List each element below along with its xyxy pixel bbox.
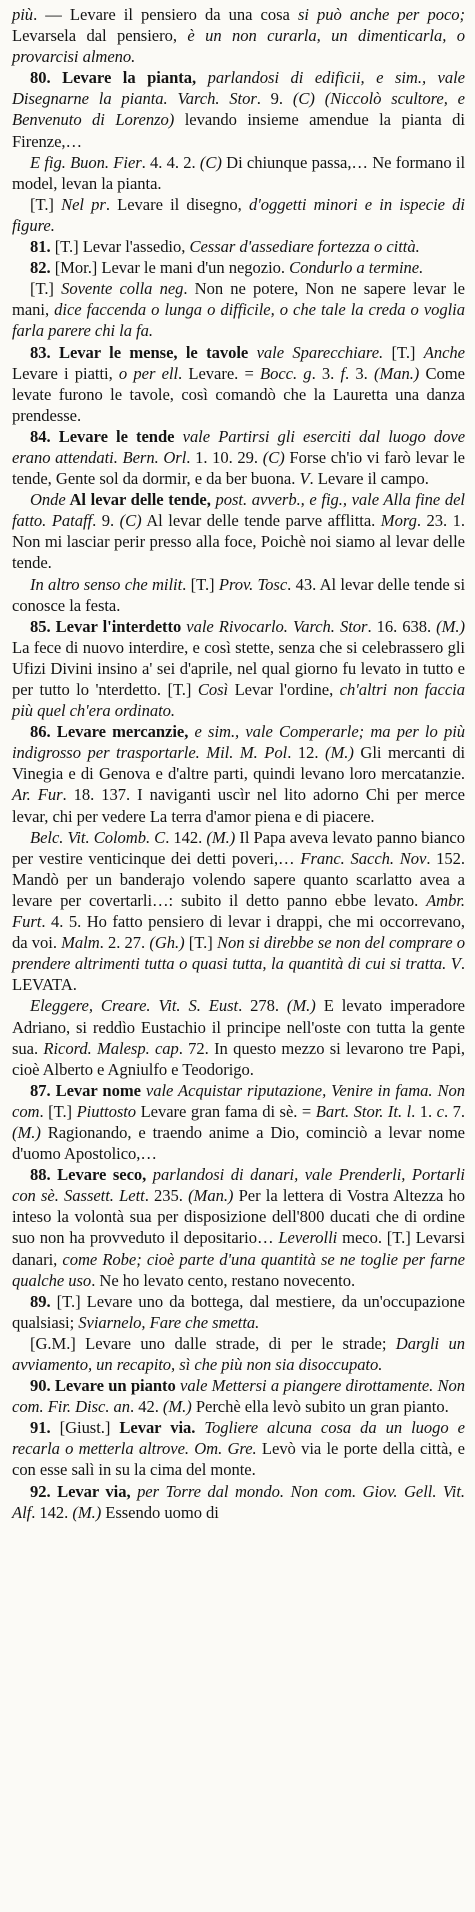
body-text: Forse ch'io vi farò levar le tende, Gente sol da dormir, e da ber buona. [12,447,465,489]
italic-text: Sovente colla neg [61,279,184,299]
italic-text: d'oggetti minori e in ispecie di figure. [12,194,465,235]
body-text: Levare gran fama di sè. = [136,1101,316,1121]
entry-paragraph-p84 [12,426,465,489]
body-text: [T.] [184,933,217,953]
italic-text: Leverolli [278,1228,338,1248]
italic-text: per Torre dal mondo. Non com. Giov. Gell. Vit. Alf [12,1481,465,1522]
body-text: La fece di nuovo interdire, e così stette, senza che si celebrassero gli Ufizi Divini insino a' sei d'aprile, nel qual giorno fu levato in tutto e per tutto lo 'nterdetto. [T.] [12,637,465,699]
body-text: . 1. 10. 29. [186,447,263,467]
headword: 86. Levare mercanzie, [30,722,195,742]
italic-text: ch'altri non faccia più quel ch'era ordinato. [12,680,465,721]
body-text: . 7. [444,1101,465,1121]
italic-text: c [436,1101,444,1121]
italic-text: In altro senso che milit [30,574,183,594]
italic-text: come Robe; cioè parte d'una quantità se ne toglie per farne qualche uso [12,1249,465,1290]
body-text: . [T.] [182,574,219,594]
italic-text: Non si direbbe se non del comprare o prendere altrimenti tutta o quasi tutta, la quantità di cui si tratta. V [12,933,465,974]
italic-text: dice faccenda o lunga o difficile, o che tale la creda o voglia farla parere chi la fa. [12,300,465,341]
entry-paragraph-p88 [12,1164,465,1291]
headword: 91. [30,1418,60,1438]
body-text: Essendo uomo di [101,1502,219,1522]
italic-text: Anche [423,342,465,362]
italic-text: Eleggere, Creare. Vit. S. Eust [30,996,239,1016]
body-text: [T.] [30,194,62,214]
italic-text: (M.) [206,827,236,847]
italic-text: Nel pr [61,194,106,214]
italic-text: (Gh.) [149,933,185,953]
entry-paragraph-p91 [12,1417,465,1480]
italic-text: vale Mettersi a piangere dirottamente. Non com. Fir. Disc. an [12,1376,465,1417]
italic-text: Ricord. Malesp. cap [43,1038,179,1058]
entry-paragraph-p84b [12,489,465,573]
body-text: . 12. [287,743,325,763]
body-text: . 18. 137. I naviganti uscìr nel lito adorno Chi per merce levar, chi per vedere La terra d'amor piena e di piacere. [12,785,465,826]
body-text: . 3. [345,363,374,383]
body-text: . 23. 1. Non mi lasciar perir presso alla foce, Poichè noi siamo al levar delle tende. [12,511,465,573]
entry-paragraph-p80b [12,152,465,194]
italic-text: Morg [380,511,417,531]
body-text: [G.M.] Levare uno dalle strade, di per le strade; [30,1333,396,1353]
entry-paragraph-p0 [12,4,465,67]
body-text: . 4. 5. Ho fatto pensiero di levar i drappi, che mi occorrevano, da voi. [12,912,465,953]
body-text: . 42. [130,1397,163,1417]
italic-text: (Man.) [188,1186,234,1206]
headword: 85. Levar l'interdetto [30,616,187,636]
italic-text: vale Partirsi gli eserciti dal luogo dove erano attendati. Bern. Orl [12,426,466,467]
italic-text: Malm [61,933,100,953]
entry-paragraph-p86c [12,995,465,1079]
italic-text: (M.) [12,1122,41,1142]
body-text: . 1. [411,1101,437,1121]
body-text: . 278. [238,996,287,1016]
body-text: . 2. 27. [99,933,150,953]
italic-text: si può anche per poco; [297,5,465,24]
italic-text: (M.) [162,1397,192,1417]
italic-text: Bart. Stor. It. l [315,1101,412,1121]
body-text: [T.] Levare uno da bottega, dal mestiere, da un'occupazione qualsiasi; [12,1291,465,1332]
italic-text: f [340,363,346,383]
italic-text: Franc. Sacch. Nov [300,848,427,868]
body-text: . 9. [92,511,120,531]
italic-text: (M.) [72,1502,102,1522]
italic-text: Ar. Fur [12,785,63,805]
body-text: levando insieme amendue la pianta di Firenze,… [12,110,465,151]
body-text: Perchè ella levò subito un gran pianto. [191,1397,449,1417]
body-text: [Mor.] Levar le mani d'un negozio. [54,258,290,278]
italic-text: e sim., vale Comperarle; ma per lo più indigrosso per trasportarle. Mil. M. Pol [12,722,465,763]
italic-text: vale Rivocarlo. Varch. Stor [186,616,368,636]
headword: 82. [30,258,55,278]
body-text: Gli mercanti di Vinegia e di Genova e d'altre parti, quindi levano loro mercatanzie. [12,743,465,784]
italic-text: V [299,469,310,489]
italic-text: Dargli un avviamento, un recapito, sì che più non sia disoccupato. [12,1333,466,1374]
headword: 92. Levar via, [30,1481,138,1501]
headword: 90. Levare un pianto [30,1376,180,1396]
body-text: . 142. [31,1502,73,1522]
italic-text: o per ell [118,363,179,383]
entry-paragraph-p80c [12,194,465,236]
italic-text: parlandosi di edificii, e sim., vale Disegnarne la pianta. Varch. Stor [12,68,465,109]
body-text: . Levare il disegno, [105,194,249,214]
italic-text: Ambr. Furt [12,890,465,932]
headword: 88. Levare seco, [30,1165,153,1185]
italic-text: più [12,5,34,24]
entry-paragraph-p87 [12,1080,465,1164]
body-text: . 4. 4. 2. [141,152,200,172]
body-text: . Ne ho levato cento, restano novecento. [91,1270,356,1290]
italic-text: vale Sparecchiare. [256,342,384,362]
italic-text: (Man.) [373,363,420,383]
italic-text: Condurlo a termine. [289,258,424,278]
entry-paragraph-p86 [12,721,465,826]
italic-text: Belc. Vit. Colomb. C [30,827,166,847]
body-text: Per la lettera di Vostra Altezza ho inteso la volontà sua per disposizione dell'800 ducati che di ordine suo non ha provveduto il depositario… [12,1186,465,1248]
italic-text: Cessar d'assediare fortezza o città. [189,237,420,257]
body-text: . Levare il campo. [309,469,429,489]
entry-paragraph-p82 [12,257,465,278]
italic-text: (M.) [436,616,465,636]
body-text: . 142. [165,827,207,847]
italic-text: Prov. Tosc [218,574,288,594]
body-text: . 72. In questo mezzo si levarono tre Papi, cioè Alberto e Agniulfo e Teodorigo. [12,1038,466,1079]
body-text: meco. [T.] Levarsi danari, [12,1228,465,1269]
headword: 87. Levar nome [30,1080,146,1100]
headword: 80. Levare la pianta, [30,68,208,88]
body-text: E levato imperadore Adriano, si reddìo Eustachio il principe nell'oste con tutta la gente sua. [12,996,465,1058]
body-text: [T.] [30,279,62,299]
italic-text: E fig. Buon. Fier [30,152,142,172]
body-text: . — Levare il pensiero da una cosa [33,5,298,24]
body-text: . 43. Al levar delle tende si conosce la festa. [12,574,466,615]
entry-paragraph-p90 [12,1375,465,1417]
headword: Levar via. [119,1418,205,1438]
body-text: . Levare. = [178,363,261,383]
entry-paragraph-p89 [12,1291,465,1333]
body-text: [T.] [383,342,424,362]
body-text: Levar l'ordine, [228,680,340,699]
body-text: . 152. Mandò per un banderajo volendo sapere quanto scarlatto avea a levare per covertarli…: subito il detto panno ebbe levato. [12,848,465,910]
entry-paragraph-p89b [12,1333,465,1375]
body-text: Al levar delle tende parve afflitta. [141,511,381,531]
entry-paragraph-p92 [12,1481,465,1523]
body-text: . 235. [144,1186,189,1206]
entry-paragraph-p81 [12,236,465,257]
body-text: [Giust.] [59,1418,120,1438]
entry-paragraph-p84c [12,574,465,616]
italic-text: Togliere alcuna cosa da un luogo e recarla o metterla altrove. Om. Gre. [12,1418,465,1459]
body-text: Di chiunque passa,… Ne formano il model, levan la pianta. [12,152,466,193]
body-text: . [T.] [39,1101,77,1121]
italic-text: post. avverb., e fig., vale Alla fine del fatto. Pataff [12,490,465,531]
italic-text: è un non curarla, un dimenticarla, o provarcisi almeno. [12,26,465,67]
italic-text: Bocc. g [260,363,312,383]
body-text: Il Papa aveva levato panno bianco per vestire venticinque dei detti poveri,… [12,827,465,868]
entry-paragraph-p86b [12,827,465,996]
body-text: . 3. [311,363,341,383]
italic-text: Piuttosto [76,1101,137,1121]
italic-text: (C) (Niccolò scultore, e Benvenuto di Lorenzo) [12,89,465,130]
body-text: Come levate furono le tavole, così comandò che la Lauretta una danza prendesse. [12,363,465,425]
entry-paragraph-p85 [12,616,465,721]
body-text: Levare i piatti, [12,363,119,383]
italic-text: (C) [199,152,222,172]
italic-text: vale Acquistar riputazione, Venire in fama. Non com [12,1080,465,1121]
entry-paragraph-p83 [12,342,465,426]
body-text: Ragionando, e traendo anime a Dio, cominciò a levar nome d'uomo Apostolico,… [12,1122,465,1164]
body-text: . Non ne potere, Non ne sapere levar le mani, [12,279,465,320]
italic-text: (C) [119,511,142,531]
italic-text: (C) [262,447,285,467]
headword: Al levar delle tende, [65,490,216,510]
body-text: Levarsela dal pensiero, [12,26,188,46]
italic-text: Onde [30,490,66,510]
headword: 81. [30,237,55,257]
italic-text: (M.) [325,743,354,763]
entry-paragraph-p80 [12,67,465,151]
entry-paragraph-p82b [12,278,465,341]
italic-text: parlandosi di danari, vale Prenderli, Portarli con sè. Sassett. Lett [12,1165,465,1206]
italic-text: (M.) [286,996,316,1016]
body-text: Levò via le porte della città, e con esse salì in su la cima del monte. [12,1439,466,1480]
body-text: . 16. 638. [367,616,437,636]
headword: 89. [30,1291,57,1311]
italic-text: Così [197,680,229,699]
italic-text: Sviarnelo, Fare che smetta. [78,1312,260,1332]
body-text: . 9. [256,89,293,109]
headword: 83. Levar le mense, le tavole [30,342,257,362]
headword: 84. Levare le tende [30,426,183,446]
body-text: . LEVATA. [12,954,465,995]
body-text: [T.] Levar l'assedio, [54,237,190,257]
